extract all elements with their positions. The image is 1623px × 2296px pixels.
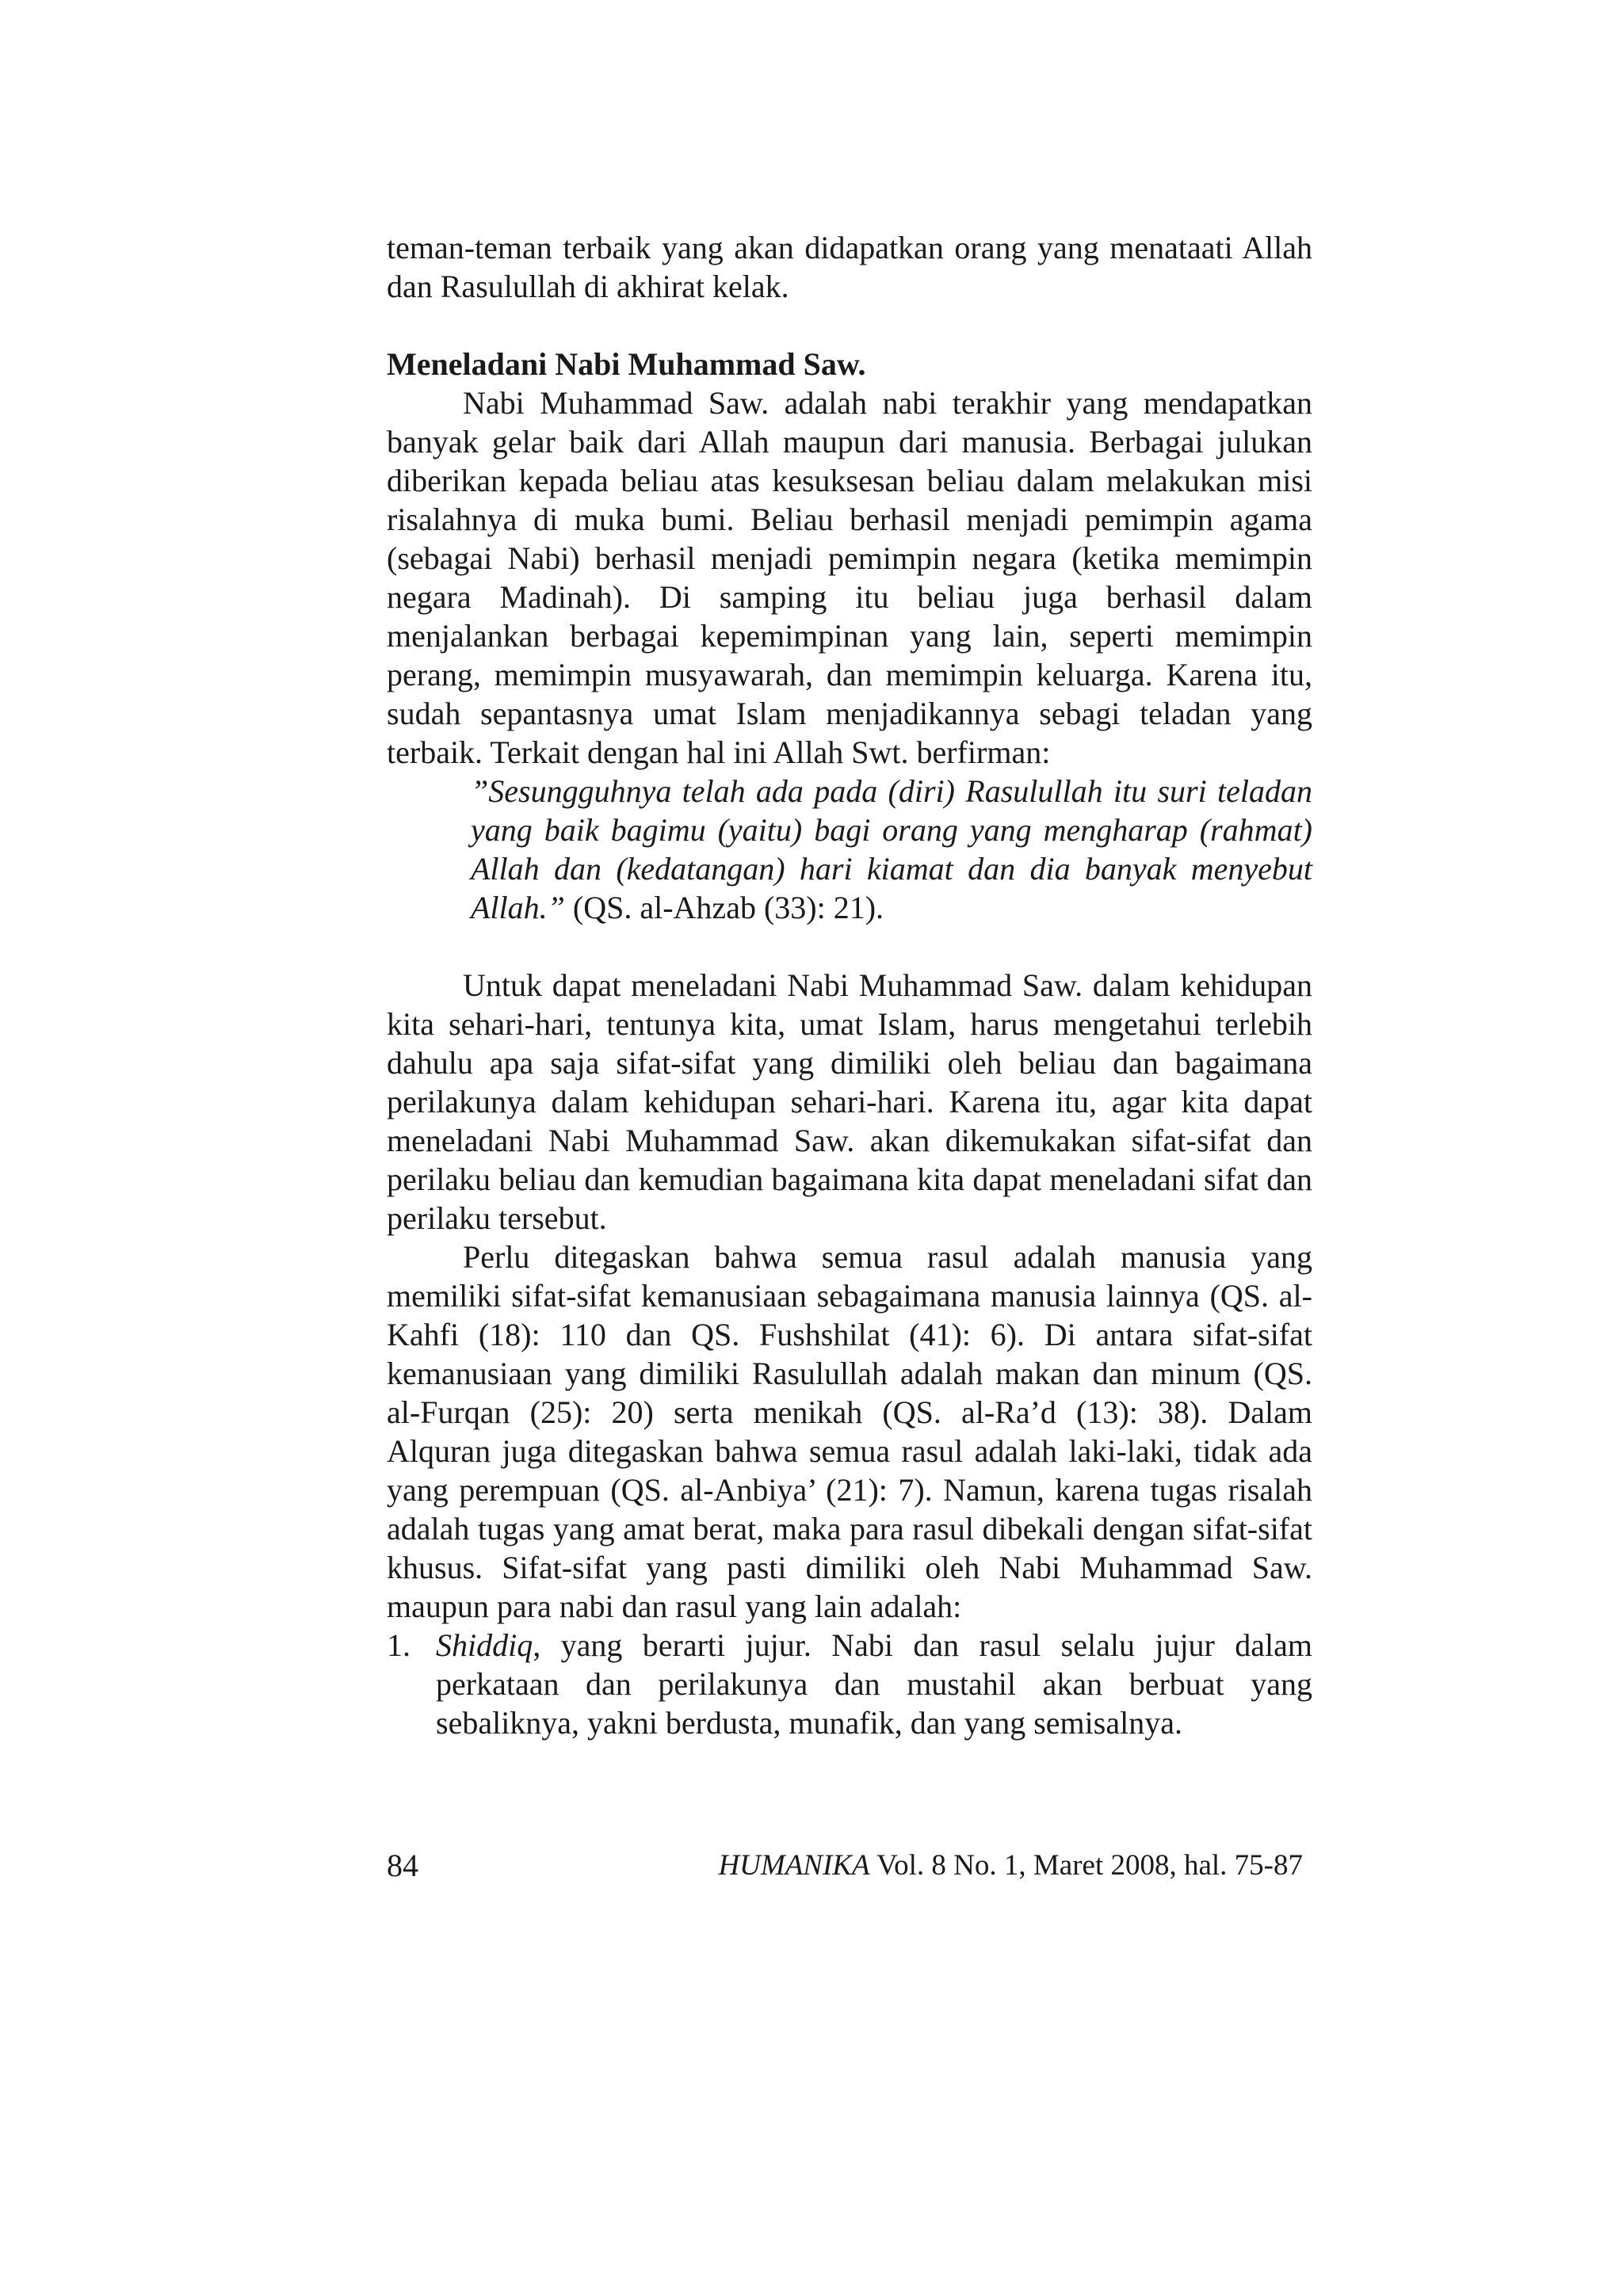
paragraph-1: Nabi Muhammad Saw. adalah nabi terakhir yang mendapatkan banyak gelar baik dari Allah maupun dari manusia. Berbagai julukan diberikan kepada beliau atas kesuksesan beliau dalam melakukan misi risalahnya di muka bumi. Beliau berhasil menjadi pemimpin agama (sebagai Nabi) berhasil menjadi pemimpin negara (ketika memimpin negara Madinah). Di samping itu beliau juga berhasil dalam menjalankan berbagai kepemimpinan yang lain, seperti memimpin perang, memimpin musyawarah, dan memimpin keluarga. Karena itu, sudah sepantasnya umat Islam menjadikannya sebagi teladan yang terbaik. Terkait dengan hal ini Allah Swt. berfirman: <box>387 385 1312 770</box>
running-footer <box>718 1846 1303 1885</box>
list-item <box>387 1626 1312 1742</box>
attributes-list <box>387 1626 1312 1742</box>
journal-details: Vol. 8 No. 1, Maret 2008, hal. 75-87 <box>869 1849 1303 1882</box>
quote-citation: (QS. al-Ahzab (33): 21). <box>564 890 884 925</box>
quran-quote <box>471 772 1312 927</box>
quote-text: ”Sesungguhnya telah ada pada (diri) Rasulullah itu suri teladan yang baik bagimu (yaitu) bagi orang yang mengharap (rahmat) Allah dan (kedatangan) hari kiamat dan dia banyak menyebut Allah.” <box>471 773 1312 925</box>
paragraph-2: Untuk dapat meneladani Nabi Muhammad Saw. dalam kehidupan kita sehari-hari, tentunya kita, umat Islam, harus mengetahui terlebih dahulu apa saja sifat-sifat yang dimiliki oleh beliau dan bagaimana perilakunya dalam kehidupan sehari-hari. Karena itu, agar kita dapat meneladani Nabi Muhammad Saw. akan dikemukakan sifat-sifat dan perilaku beliau dan kemudian bagaimana kita dapat meneladani sifat dan perilaku tersebut. <box>387 967 1312 1236</box>
section-heading: Meneladani Nabi Muhammad Saw. <box>387 346 866 382</box>
paragraph-3: Perlu ditegaskan bahwa semua rasul adalah manusia yang memiliki sifat-sifat kemanusiaan sebagaimana manusia lainnya (QS. al-Kahfi (18): 110 dan QS. Fushshilat (41): 6). Di antara sifat-sifat kemanusiaan yang dimiliki Rasulullah adalah makan dan minum (QS. al-Furqan (25): 20) serta menikah (QS. al-Ra’d (13): 38). Dalam Alquran juga ditegaskan bahwa semua rasul adalah laki-laki, tidak ada yang perempuan (QS. al-Anbiya’ (21): 7). Namun, karena tugas risalah adalah tugas yang amat berat, maka para rasul dibekali dengan sifat-sifat khusus. Sifat-sifat yang pasti dimiliki oleh Nabi Muhammad Saw. maupun para nabi dan rasul yang lain adalah: <box>387 1239 1312 1624</box>
list-item-term: Shiddiq <box>436 1627 533 1663</box>
list-item-text: , yang berarti jujur. Nabi dan rasul selalu jujur dalam perkataan dan perilakunya dan mustahil akan berbuat yang sebaliknya, yakni berdusta, munafik, dan yang semisalnya. <box>436 1627 1312 1741</box>
intro-paragraph: teman-teman terbaik yang akan didapatkan orang yang menataati Allah dan Rasulullah di akhirat kelak. <box>387 230 1312 304</box>
journal-name: HUMANIKA <box>718 1849 870 1882</box>
body-text-column <box>387 228 1312 1742</box>
paragraph-gap <box>387 927 1312 966</box>
list-item-number: 1. <box>387 1627 411 1663</box>
page-number: 84 <box>387 1848 418 1883</box>
